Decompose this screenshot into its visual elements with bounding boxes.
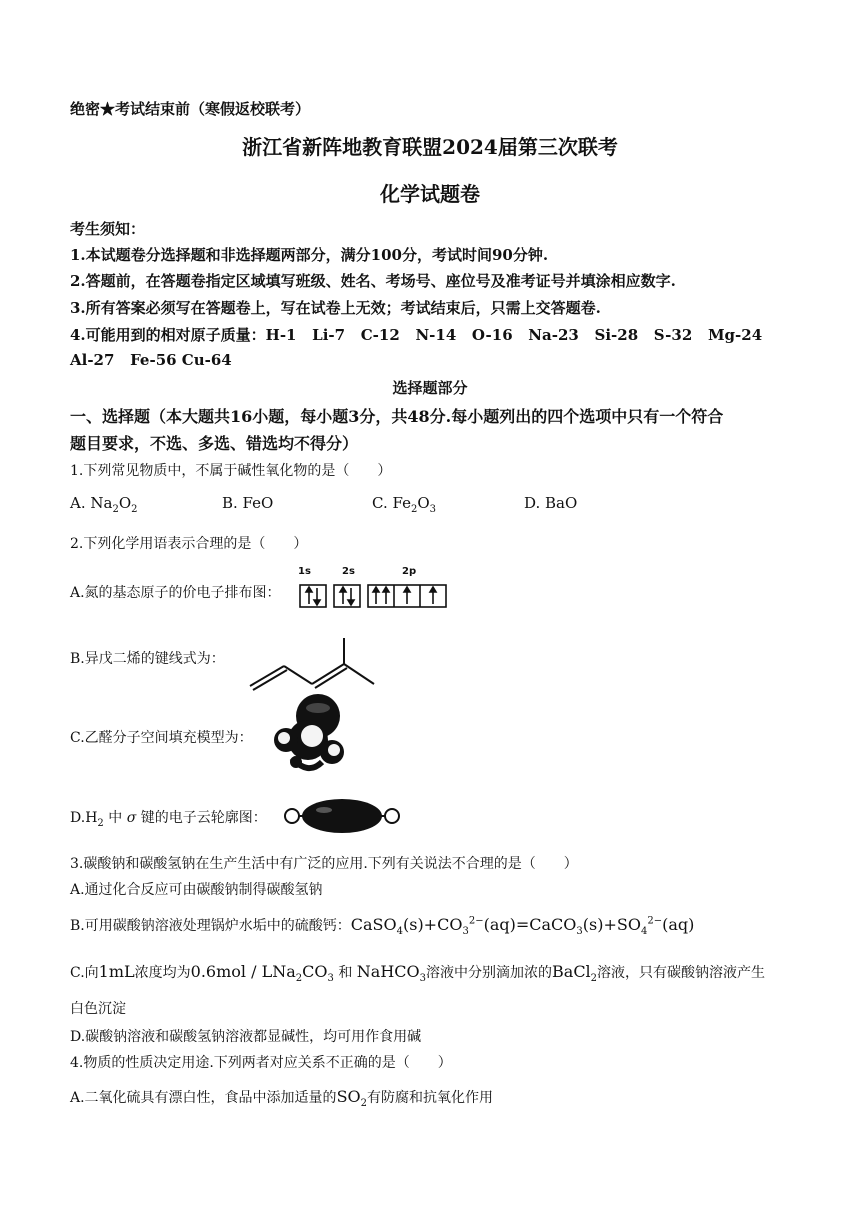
orbital-label-1s: 1s — [298, 566, 311, 577]
secret-label: 绝密★考试结束前（寒假返校联考） — [70, 100, 311, 118]
q4-option-a: A.二氧化硫具有漂白性，食品中添加适量的$SO_2$有防腐和抗氧化作用 — [70, 1087, 494, 1110]
q1-option-a: A. $Na_2O_2$ — [70, 494, 138, 515]
q2-stem: 2.下列化学用语表示合理的是（ ） — [70, 536, 308, 552]
q3-option-a: A.通过化合反应可由碳酸钠制得碳酸氢钠 — [70, 882, 323, 898]
notice-item: 3.所有答案必须写在答题卷上，写在试卷上无效；考试结束后，只需上交答题卷. — [70, 299, 601, 317]
orbital-label-2p: 2p — [402, 566, 417, 577]
q3-option-b: B.可用碳酸钠溶液处理锅炉水垢中的硫酸钙：$CaSO_4(s)+CO_3^{2-}(aq)=CaCO_3(s)+SO_4^{2-}(aq)$ — [70, 915, 695, 938]
orbital-label-2s: 2s — [342, 566, 355, 577]
q2-option-d: $D.H_2$ 中 σ 键的电子云轮廓图： — [70, 810, 267, 829]
notice-item: Al-27 Fe-56 Cu-64 — [70, 351, 232, 369]
section-intro: 题目要求，不选、多选、错选均不得分） — [70, 434, 359, 453]
q2-option-c: C.乙醛分子空间填充模型为： — [70, 730, 253, 746]
section-intro: 一、选择题（本大题共16小题，每小题3分，共48分.每小题列出的四个选项中只有一个符合 — [70, 407, 724, 426]
q3-stem: 3.碳酸钠和碳酸氢钠在生产生活中有广泛的应用.下列有关说法不合理的是（ ） — [70, 856, 578, 872]
q3-option-c: C.向1mL浓度均为$0.6mol / LNa_2CO_3$ 和 NaHCO$_3$溶液中分别滴加浓的BaCl$_2$溶液，只有碳酸钠溶液产生 — [70, 962, 766, 985]
h2-sigma-bond-cloud — [282, 796, 402, 836]
q2-option-b: B.异戊二烯的键线式为： — [70, 651, 225, 667]
notice-heading: 考生须知： — [70, 220, 146, 238]
notice-item: 1.本试题卷分选择题和非选择题两部分，满分100分，考试时间90分钟. — [70, 246, 549, 264]
isoprene-skeletal-formula — [244, 626, 380, 692]
q1-option-c: C. $Fe_2O_3$ — [372, 494, 437, 515]
q3-option-d: D.碳酸钠溶液和碳酸氢钠溶液都显碱性，均可用作食用碱 — [70, 1029, 422, 1045]
q1-stem: 1.下列常见物质中，不属于碱性氧化物的是（ ） — [70, 463, 392, 479]
orbital-diagram — [298, 583, 450, 611]
exam-subtitle: 化学试题卷 — [380, 182, 480, 206]
q2-option-a: A.氮的基态原子的价电子排布图： — [70, 585, 281, 601]
q1-option-b: B. FeO — [222, 494, 274, 512]
q4-stem: 4.物质的性质决定用途.下列两者对应关系不正确的是（ ） — [70, 1055, 452, 1071]
q1-option-d: D. BaO — [524, 494, 578, 512]
section-title: 选择题部分 — [392, 379, 468, 397]
q3-option-c-line2: 白色沉淀 — [70, 1001, 126, 1017]
notice-item: 4.可能用到的相对原子质量：H-1 Li-7 C-12 N-14 O-16 Na-23 Si-28 S-32 Mg-24 — [70, 326, 763, 344]
notice-item: 2.答题前，在答题卷指定区域填写班级、姓名、考场号、座位号及准考证号并填涂相应数字. — [70, 272, 676, 290]
exam-title: 浙江省新阵地教育联盟2024届第三次联考 — [242, 135, 618, 159]
acetaldehyde-space-filling-model — [262, 690, 362, 780]
